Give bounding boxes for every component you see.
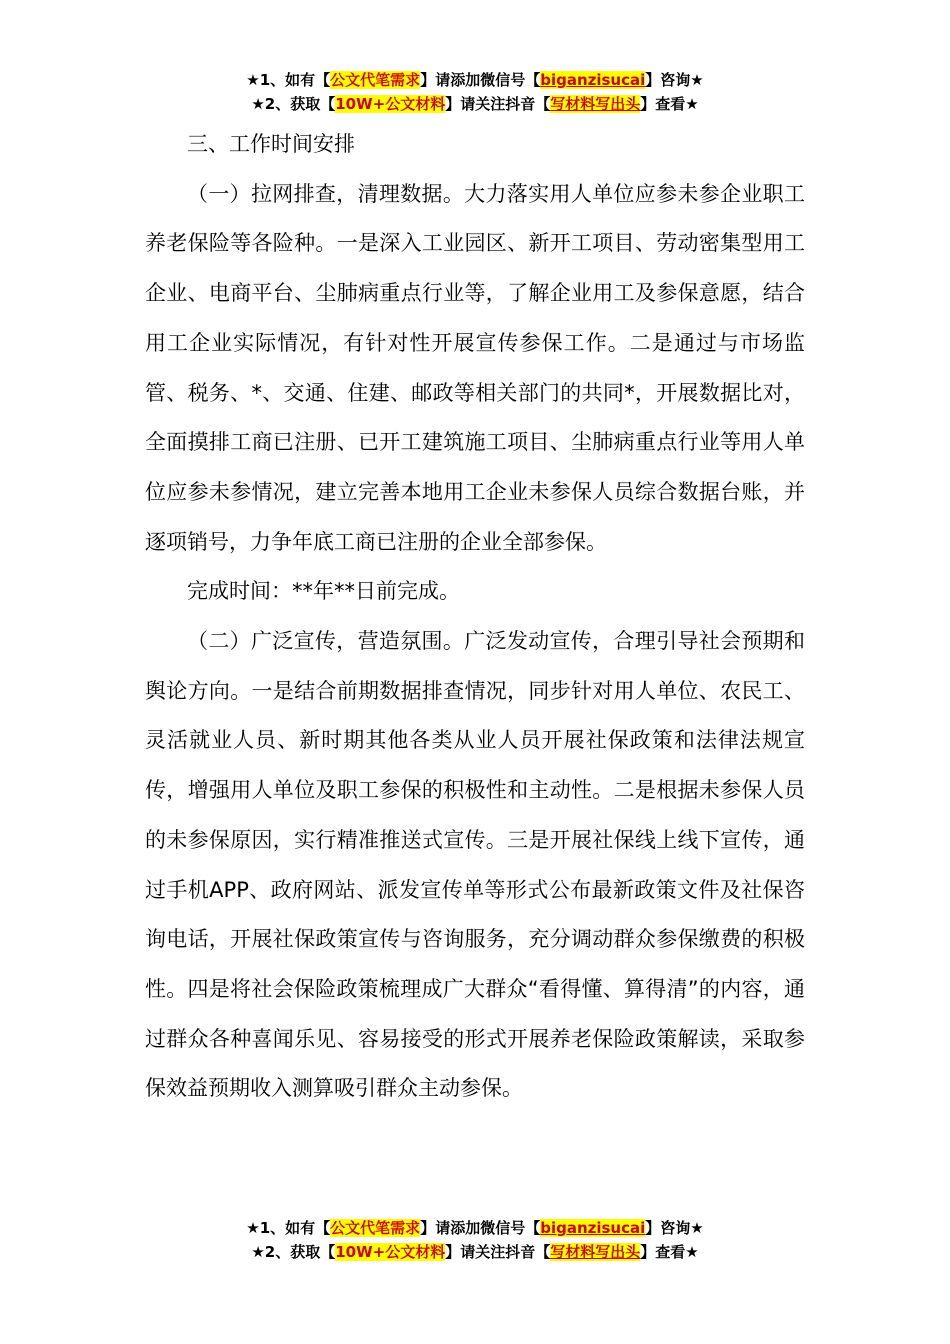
- promo-text: ★2、获取【: [251, 1243, 336, 1261]
- section-heading: 三、工作时间安排: [187, 132, 355, 156]
- promo-text: ★1、如有【: [246, 71, 331, 89]
- promo-highlight: 10W+公文材料: [335, 1243, 446, 1261]
- promo-text: 】咨询★: [645, 1219, 704, 1237]
- wechat-id-highlight: biganzisucai: [540, 71, 646, 89]
- promo-line-2: [0, 1240, 950, 1264]
- douyin-account-highlight: 写材料写出头: [550, 95, 641, 113]
- wechat-id-highlight: biganzisucai: [540, 1219, 646, 1237]
- completion-time: 完成时间：**年**日前完成。: [187, 579, 460, 604]
- douyin-account-highlight: 写材料写出头: [550, 1243, 641, 1261]
- promo-text: ★1、如有【: [246, 1219, 331, 1237]
- promo-text: ★2、获取【: [251, 95, 336, 113]
- promo-highlight: 公文代笔需求: [330, 71, 421, 89]
- promo-text: 】请关注抖音【: [445, 1243, 551, 1261]
- promo-text: 】查看★: [640, 95, 699, 113]
- promo-highlight: 公文代笔需求: [330, 1219, 421, 1237]
- promo-line-1: [0, 1216, 950, 1240]
- promo-line-1: [0, 68, 950, 92]
- promo-text: 】请添加微信号【: [420, 71, 541, 89]
- promo-banner-bottom: [0, 1216, 950, 1264]
- paragraph-publicity: （二）广泛宣传，营造氛围。广泛发动宣传，合理引导社会预期和舆论方向。一是结合前期数据排查情况，同步针对用人单位、农民工、灵活就业人员、新时期其他各类从业人员开展社保政策和法律法规宣传，增强用人单位及职工参保的积极性和主动性。二是根据未参保人员的未参保原因，实行精准推送式宣传。三是开展社保线上线下宣传，通过手机APP、政府网站、派发宣传单等形式公布最新政策文件及社保咨询电话，开展社保政策宣传与咨询服务，充分调动群众参保缴费的积极性。四是将社会保险政策梳理成广大群众“看得懂、算得清”的内容，通过群众各种喜闻乐见、容易接受的形式开展养老保险政策解读，采取参保效益预期收入测算吸引群众主动参保。: [145, 629, 805, 1101]
- promo-text: 】请关注抖音【: [445, 95, 551, 113]
- document-body: [145, 120, 805, 1114]
- promo-highlight: 10W+公文材料: [335, 95, 446, 113]
- promo-text: 】查看★: [640, 1243, 699, 1261]
- promo-line-2: [0, 92, 950, 116]
- promo-text: 】请添加微信号【: [420, 1219, 541, 1237]
- promo-banner-top: [0, 68, 950, 116]
- paragraph-data-cleanup: （一）拉网排查，清理数据。大力落实用人单位应参未参企业职工养老保险等各险种。一是深入工业园区、新开工项目、劳动密集型用工企业、电商平台、尘肺病重点行业等，了解企业用工及参保意愿，结合用工企业实际情况，有针对性开展宣传参保工作。二是通过与市场监管、税务、*、交通、住建、邮政等相关部门的共同*，开展数据比对，全面摸排工商已注册、已开工建筑施工项目、尘肺病重点行业等用人单位应参未参情况，建立完善本地用工企业未参保人员综合数据台账，并逐项销号，力争年底工商已注册的企业全部参保。: [145, 181, 805, 554]
- promo-text: 】咨询★: [645, 71, 704, 89]
